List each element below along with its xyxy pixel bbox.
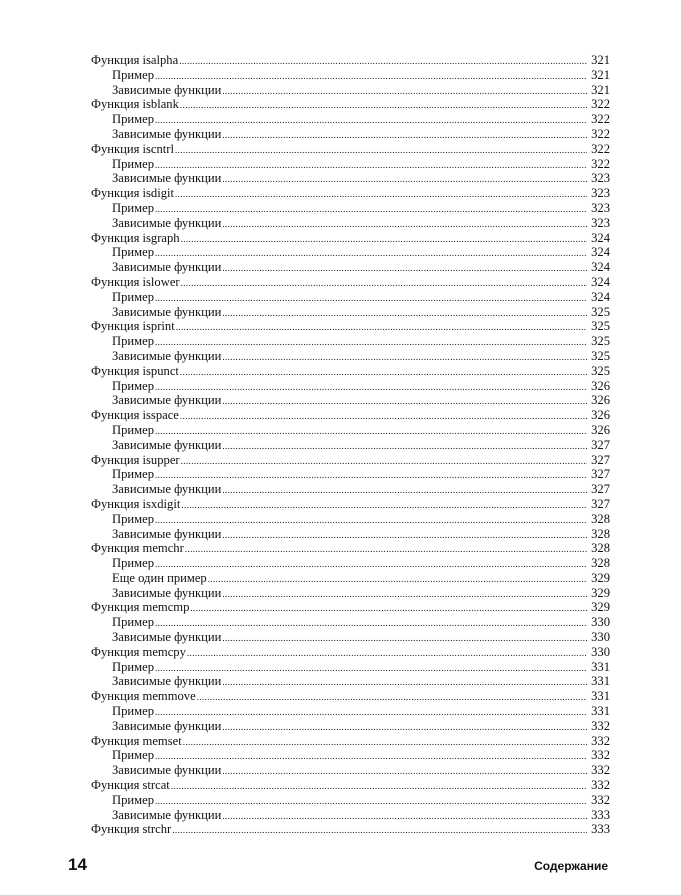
dot-leader [208, 572, 587, 587]
dot-leader [222, 809, 587, 824]
toc-entry-title: Пример [112, 334, 154, 349]
toc-entry-page: 322 [591, 97, 610, 112]
toc-entry-title: Зависимые функции [112, 585, 222, 600]
toc-entry-page: 325 [591, 319, 610, 334]
toc-entry-page: 328 [591, 526, 610, 541]
toc-entry-title: Пример [112, 748, 154, 763]
toc-entry-page: 324 [591, 230, 610, 245]
toc-entry[interactable] [91, 689, 610, 704]
toc-entry-page: 325 [591, 334, 610, 349]
toc-subentry[interactable] [91, 719, 610, 734]
toc-entry-page: 323 [591, 186, 610, 201]
toc-entry-title: Пример [112, 704, 154, 719]
toc-entry-page: 324 [591, 245, 610, 260]
toc-entry-title: Функция isspace [91, 408, 179, 423]
toc-entry-title: Функция strchr [91, 822, 172, 837]
toc-entry[interactable] [91, 186, 610, 201]
toc-entry-title: Зависимые функции [112, 260, 222, 275]
toc-entry-page: 333 [591, 807, 610, 822]
toc-entry-page: 323 [591, 171, 610, 186]
toc-entry-title: Зависимые функции [112, 126, 222, 141]
toc-entry-title: Пример [112, 511, 154, 526]
toc-entry[interactable] [91, 822, 610, 837]
dot-leader [155, 424, 587, 439]
dot-leader [155, 616, 587, 631]
toc-subentry[interactable] [91, 423, 610, 438]
dot-leader [155, 557, 587, 572]
toc-entry[interactable] [91, 408, 610, 423]
toc-entry-title: Зависимые функции [112, 393, 222, 408]
toc-entry-page: 332 [591, 718, 610, 733]
toc-entry-title: Функция memchr [91, 541, 184, 556]
dot-leader [180, 409, 587, 424]
toc-subentry[interactable] [91, 808, 610, 823]
toc-entry-page: 329 [591, 585, 610, 600]
dot-leader [155, 661, 587, 676]
toc-entry-page: 322 [591, 112, 610, 127]
toc-entry-title: Функция memset [91, 733, 182, 748]
toc-subentry[interactable] [91, 586, 610, 601]
toc-entry-page: 323 [591, 215, 610, 230]
toc-subentry[interactable] [91, 674, 610, 689]
toc-subentry[interactable] [91, 527, 610, 542]
dot-leader [155, 202, 587, 217]
page-footer [68, 855, 608, 875]
toc-entry-title: Функция memcpy [91, 644, 186, 659]
toc-entry-page: 329 [591, 570, 610, 585]
toc-entry-title: Пример [112, 200, 154, 215]
dot-leader [175, 143, 587, 158]
dot-leader [181, 276, 587, 291]
toc-entry-page: 332 [591, 792, 610, 807]
toc-subentry[interactable] [91, 201, 610, 216]
toc-subentry[interactable] [91, 171, 610, 186]
dot-leader [155, 794, 587, 809]
toc-entry[interactable] [91, 319, 610, 334]
toc-entry[interactable] [91, 231, 610, 246]
toc-entry-page: 321 [591, 53, 610, 67]
dot-leader [181, 232, 587, 247]
toc-entry-title: Пример [112, 556, 154, 571]
dot-leader [155, 468, 587, 483]
toc-subentry[interactable] [91, 216, 610, 231]
toc-subentry[interactable] [91, 127, 610, 142]
toc-entry-title: Еще один пример [112, 570, 207, 585]
toc-entry-title: Функция isalpha [91, 53, 179, 67]
toc-subentry[interactable] [91, 334, 610, 349]
toc-entry[interactable] [91, 453, 610, 468]
dot-leader [190, 601, 587, 616]
dot-leader [222, 84, 587, 99]
toc-entry-page: 327 [591, 467, 610, 482]
toc-entry-title: Пример [112, 112, 154, 127]
toc-entry-page: 332 [591, 733, 610, 748]
dot-leader [222, 217, 587, 232]
dot-leader [180, 365, 587, 380]
toc-entry-page: 329 [591, 600, 610, 615]
toc-entry-title: Пример [112, 792, 154, 807]
toc-entry-title: Зависимые функции [112, 304, 222, 319]
dot-leader [222, 128, 587, 143]
dot-leader [222, 483, 587, 498]
toc-subentry[interactable] [91, 260, 610, 275]
toc-entry-page: 327 [591, 437, 610, 452]
toc-subentry[interactable] [91, 305, 610, 320]
dot-leader [222, 394, 587, 409]
toc-entry-title: Пример [112, 156, 154, 171]
toc-subentry[interactable] [91, 630, 610, 645]
dot-leader [155, 291, 587, 306]
toc-entry-title: Функция ispunct [91, 363, 179, 378]
toc-subentry[interactable] [91, 438, 610, 453]
toc-entry-page: 328 [591, 511, 610, 526]
toc-entry-page: 328 [591, 556, 610, 571]
toc-entry-page: 331 [591, 659, 610, 674]
toc-entry-page: 324 [591, 289, 610, 304]
toc-entry-page: 330 [591, 630, 610, 645]
toc-entry-page: 331 [591, 704, 610, 719]
toc-entry[interactable] [91, 778, 610, 793]
toc-subentry[interactable] [91, 571, 610, 586]
toc-entry-title: Функция memmove [91, 689, 196, 704]
toc-entry-page: 328 [591, 541, 610, 556]
toc-entry-title: Зависимые функции [112, 437, 222, 452]
toc-subentry[interactable] [91, 704, 610, 719]
toc-entry-title: Пример [112, 67, 154, 82]
toc-subentry[interactable] [91, 556, 610, 571]
toc-subentry[interactable] [91, 512, 610, 527]
dot-leader [155, 705, 587, 720]
toc-subentry[interactable] [91, 83, 610, 98]
toc-subentry[interactable] [91, 349, 610, 364]
toc-entry-title: Пример [112, 289, 154, 304]
toc-entry-title: Функция strcat [91, 778, 170, 793]
toc-entry[interactable] [91, 364, 610, 379]
toc-entry-page: 324 [591, 260, 610, 275]
dot-leader [222, 587, 587, 602]
dot-leader [222, 350, 587, 365]
toc-entry-title: Зависимые функции [112, 674, 222, 689]
toc-entry-title: Пример [112, 659, 154, 674]
dot-leader [197, 690, 587, 705]
toc-entry[interactable] [91, 541, 610, 556]
toc-subentry[interactable] [91, 748, 610, 763]
toc-entry-page: 322 [591, 156, 610, 171]
toc-entry-page: 330 [591, 615, 610, 630]
toc-entry-title: Функция memcmp [91, 600, 190, 615]
toc-subentry[interactable] [91, 482, 610, 497]
dot-leader [185, 542, 587, 557]
toc-entry-title: Зависимые функции [112, 482, 222, 497]
toc-entry-page: 323 [591, 200, 610, 215]
page-number: 14 [68, 855, 87, 874]
dot-leader [222, 261, 587, 276]
dot-leader [222, 306, 587, 321]
dot-leader [181, 498, 587, 513]
toc-entry-page: 332 [591, 778, 610, 793]
toc-entry-title: Зависимые функции [112, 630, 222, 645]
toc-entry-title: Функция isprint [91, 319, 175, 334]
dot-leader [155, 749, 587, 764]
toc-entry-title: Пример [112, 378, 154, 393]
toc-entry-page: 333 [591, 822, 610, 837]
toc-entry[interactable] [91, 142, 610, 157]
toc-entry-title: Зависимые функции [112, 526, 222, 541]
toc-subentry[interactable] [91, 467, 610, 482]
toc-entry-page: 324 [591, 274, 610, 289]
toc-entry-page: 330 [591, 644, 610, 659]
toc-entry[interactable] [91, 600, 610, 615]
toc-entry-title: Зависимые функции [112, 348, 222, 363]
toc-entry-title: Зависимые функции [112, 807, 222, 822]
toc-entry-page: 331 [591, 674, 610, 689]
toc-entry-page: 326 [591, 393, 610, 408]
toc-entry[interactable] [91, 497, 610, 512]
toc-entry-page: 325 [591, 348, 610, 363]
toc-subentry[interactable] [91, 763, 610, 778]
toc-subentry[interactable] [91, 379, 610, 394]
dot-leader [176, 320, 587, 335]
toc-subentry[interactable] [91, 393, 610, 408]
toc-entry-page: 322 [591, 126, 610, 141]
toc-entry-page: 327 [591, 482, 610, 497]
toc-entry-title: Функция isblank [91, 97, 179, 112]
dot-leader [155, 246, 587, 261]
section-title: Содержание [534, 859, 608, 873]
toc-entry-page: 326 [591, 408, 610, 423]
dot-leader [222, 439, 587, 454]
table-of-contents [91, 53, 610, 837]
dot-leader [222, 675, 587, 690]
dot-leader [175, 187, 587, 202]
toc-entry-title: Функция isdigit [91, 186, 175, 201]
toc-entry-title: Пример [112, 615, 154, 630]
toc-entry-page: 327 [591, 496, 610, 511]
toc-entry-page: 331 [591, 689, 610, 704]
dot-leader [187, 646, 587, 661]
toc-entry-page: 321 [591, 82, 610, 97]
toc-entry-title: Зависимые функции [112, 171, 222, 186]
dot-leader [181, 454, 587, 469]
dot-leader [171, 779, 587, 794]
toc-entry-page: 322 [591, 141, 610, 156]
toc-entry-page: 326 [591, 378, 610, 393]
dot-leader [155, 158, 587, 173]
toc-entry-page: 325 [591, 304, 610, 319]
toc-subentry[interactable] [91, 68, 610, 83]
toc-entry-page: 326 [591, 422, 610, 437]
toc-entry-title: Зависимые функции [112, 763, 222, 778]
toc-entry-title: Функция islower [91, 274, 180, 289]
dot-leader [155, 113, 587, 128]
dot-leader [172, 823, 587, 838]
dot-leader [183, 735, 587, 750]
toc-subentry[interactable] [91, 290, 610, 305]
toc-entry-page: 321 [591, 67, 610, 82]
dot-leader [222, 764, 587, 779]
toc-entry-page: 332 [591, 763, 610, 778]
toc-entry-title: Функция isupper [91, 452, 180, 467]
toc-entry-page: 332 [591, 748, 610, 763]
toc-subentry[interactable] [91, 157, 610, 172]
dot-leader [222, 720, 587, 735]
toc-entry-page: 327 [591, 452, 610, 467]
dot-leader [155, 69, 587, 84]
dot-leader [155, 335, 587, 350]
dot-leader [155, 513, 587, 528]
toc-entry-title: Зависимые функции [112, 718, 222, 733]
toc-entry[interactable] [91, 53, 610, 68]
toc-subentry[interactable] [91, 245, 610, 260]
toc-entry-title: Зависимые функции [112, 215, 222, 230]
toc-subentry[interactable] [91, 660, 610, 675]
dot-leader [222, 631, 587, 646]
toc-entry-title: Пример [112, 422, 154, 437]
toc-entry-page: 325 [591, 363, 610, 378]
dot-leader [222, 528, 587, 543]
toc-entry[interactable] [91, 97, 610, 112]
toc-subentry[interactable] [91, 112, 610, 127]
toc-entry[interactable] [91, 275, 610, 290]
dot-leader [155, 380, 587, 395]
toc-entry-title: Зависимые функции [112, 82, 222, 97]
toc-entry-title: Функция isgraph [91, 230, 180, 245]
toc-entry[interactable] [91, 645, 610, 660]
dot-leader [180, 98, 587, 113]
toc-entry[interactable] [91, 734, 610, 749]
dot-leader [179, 54, 587, 69]
toc-entry-title: Функция iscntrl [91, 141, 175, 156]
toc-entry-title: Пример [112, 467, 154, 482]
toc-entry-title: Функция isxdigit [91, 496, 181, 511]
toc-subentry[interactable] [91, 793, 610, 808]
dot-leader [222, 172, 587, 187]
toc-entry-title: Пример [112, 245, 154, 260]
toc-subentry[interactable] [91, 615, 610, 630]
